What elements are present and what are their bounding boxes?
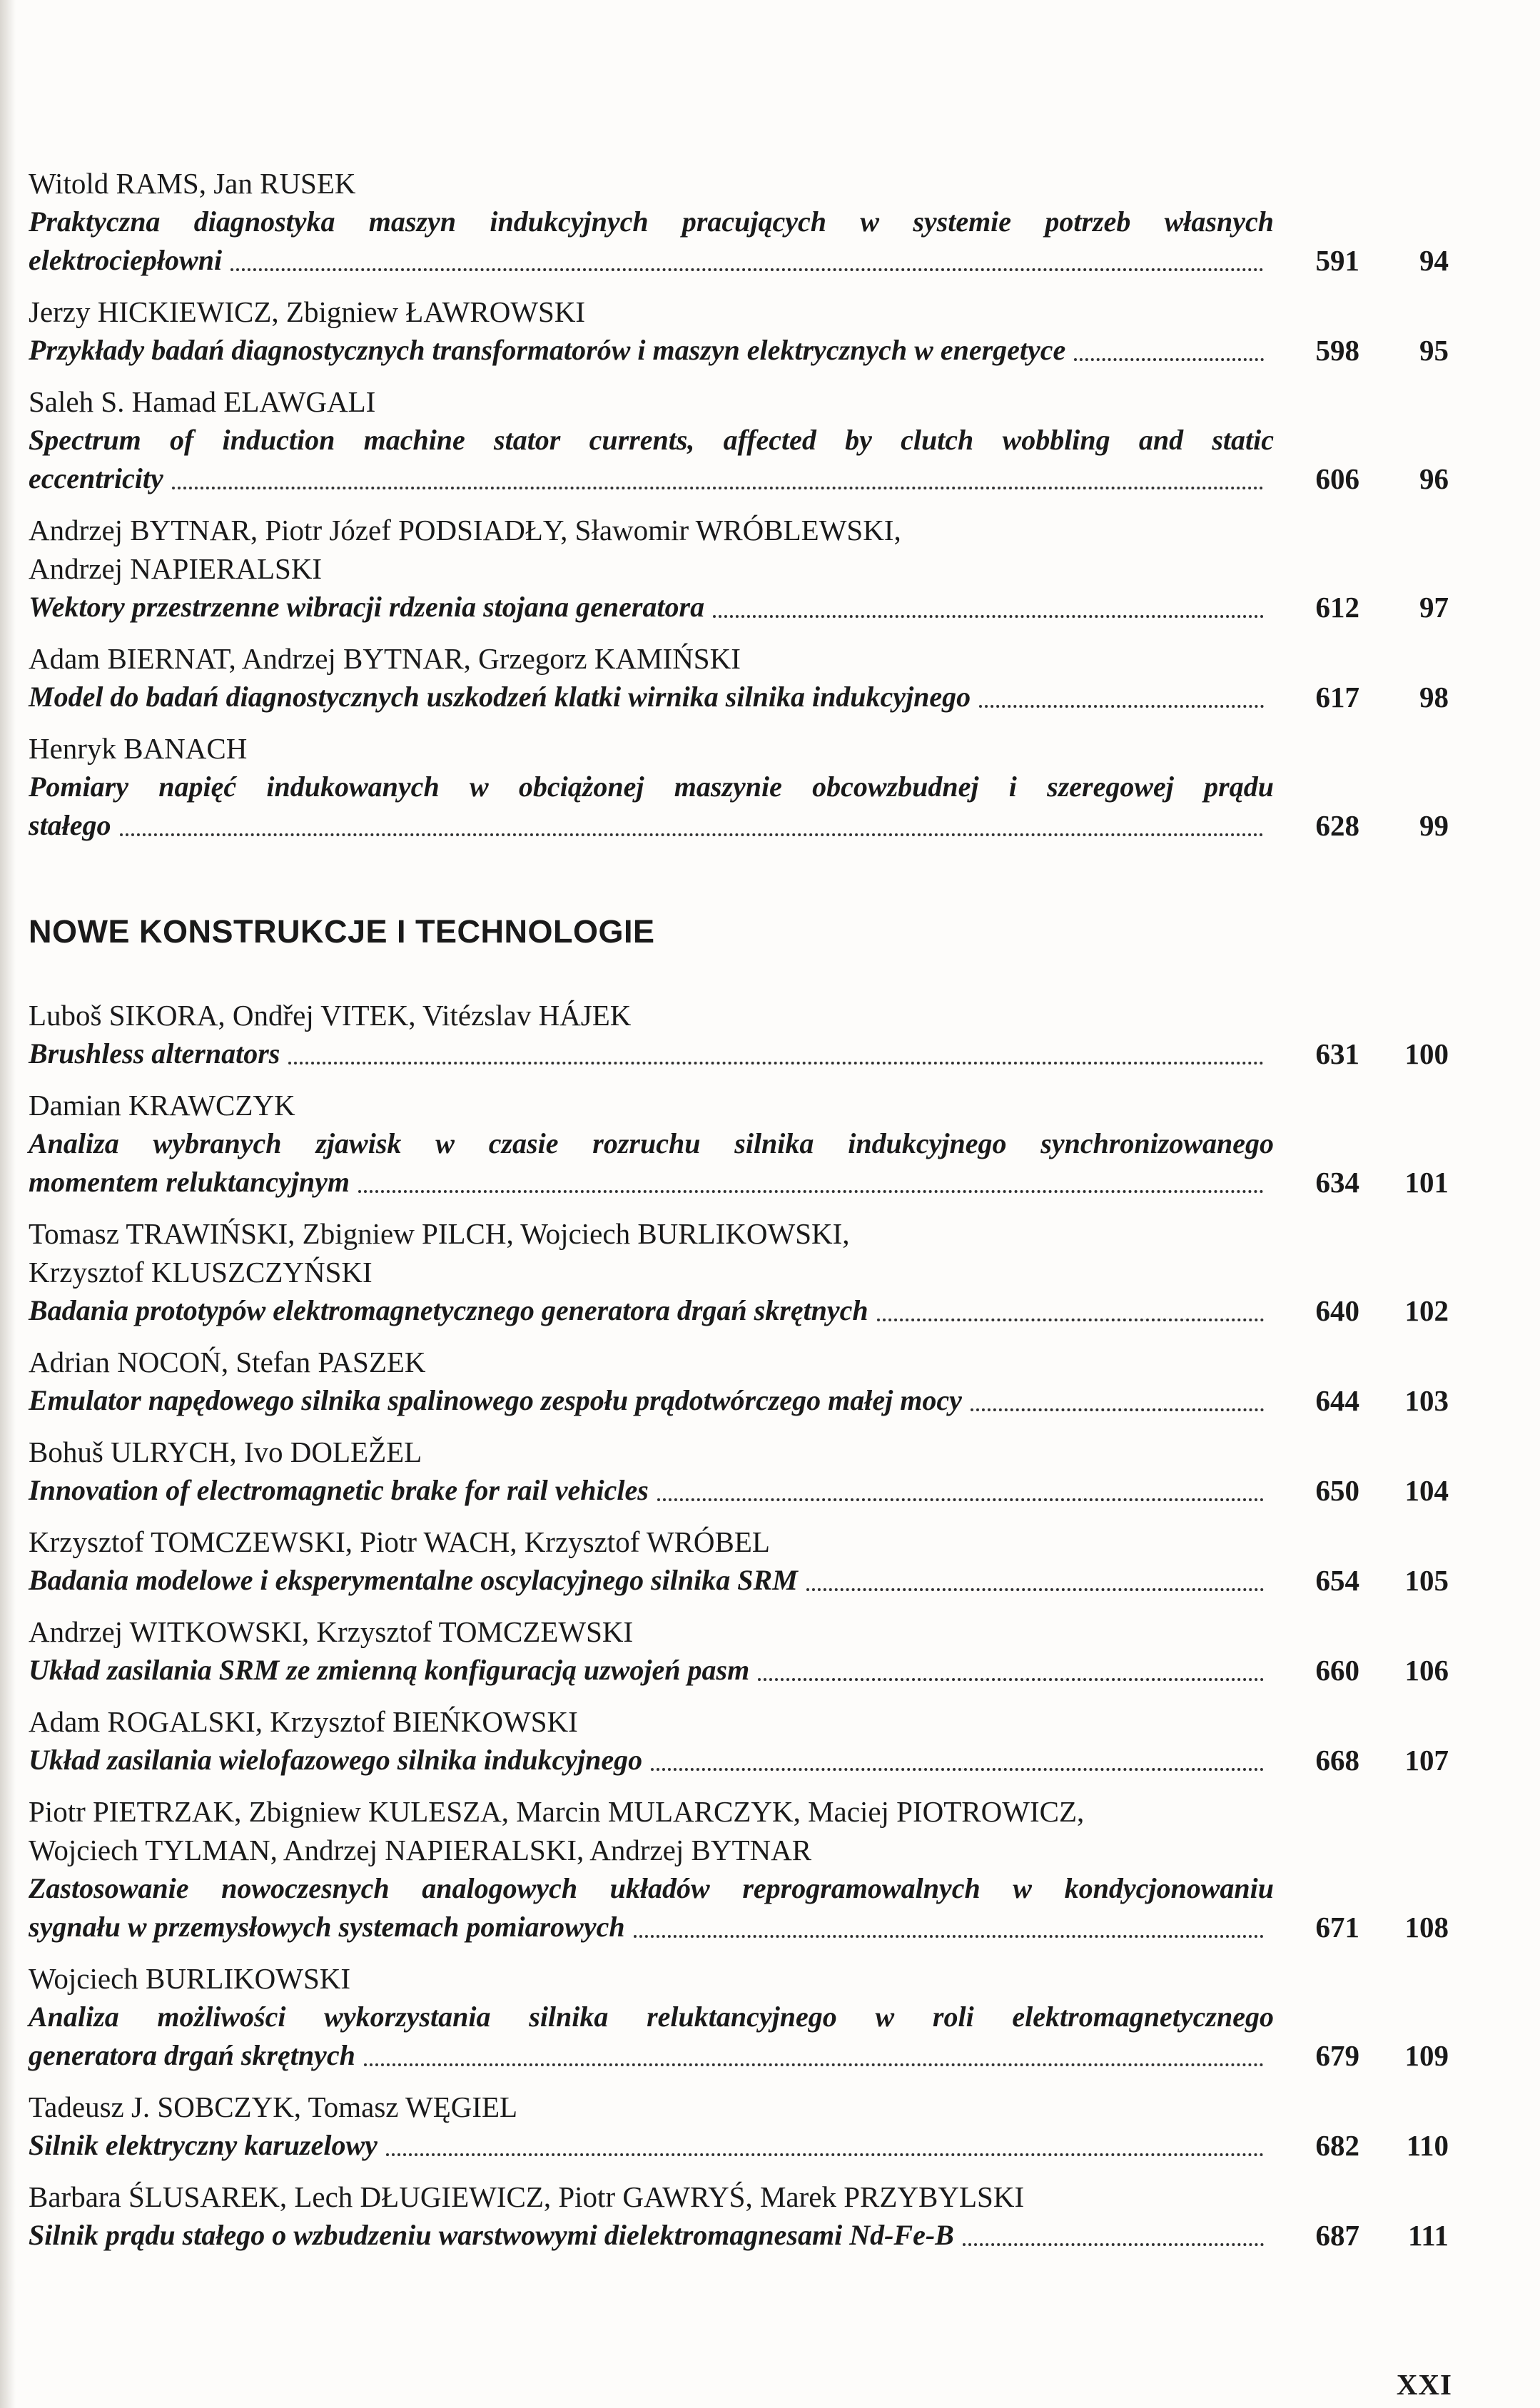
entry-title <box>29 1035 1274 1073</box>
toc-entry <box>29 1612 1449 1690</box>
toc-entry <box>29 1086 1449 1202</box>
entry-title-text: stałego <box>29 809 111 841</box>
item-number: 102 <box>1404 1294 1449 1327</box>
entry-authors: Witold RAMS, Jan RUSEK <box>29 167 356 200</box>
page-number: 612 <box>1315 591 1359 624</box>
dot-leader <box>963 2243 1264 2246</box>
entry-title-text: sygnału w przemysłowych systemach pomiarowych <box>29 1911 625 1943</box>
entry-title-last-line <box>29 241 1274 280</box>
entry-title-text: generatora drgań skrętnych <box>29 2039 355 2071</box>
item-number: 95 <box>1419 334 1449 367</box>
toc-entry <box>29 164 1449 280</box>
toc-entry <box>29 1959 1449 2075</box>
entry-title <box>29 2126 1274 2165</box>
dot-leader <box>358 1190 1264 1193</box>
toc-entry <box>29 1214 1449 1330</box>
item-number: 110 <box>1406 2129 1449 2162</box>
toc-entry <box>29 729 1449 845</box>
page-number: 606 <box>1315 462 1359 495</box>
page-number: 634 <box>1315 1166 1359 1199</box>
entry-title-last-line <box>29 1561 1274 1600</box>
dot-leader <box>364 2063 1264 2066</box>
entry-title-text: Brushless alternators <box>29 1037 280 1070</box>
entry-title <box>29 768 1274 845</box>
page-number: 668 <box>1315 1744 1359 1777</box>
entry-title <box>29 1651 1274 1690</box>
entry-title-row <box>29 203 1449 280</box>
entry-title-last-line <box>29 459 1274 498</box>
entry-title-text: Model do badań diagnostycznych uszkodzeń klatki wirnika silnika indukcyjnego <box>29 681 971 713</box>
entry-authors: Wojciech TYLMAN, Andrzej NAPIERALSKI, Andrzej BYTNAR <box>29 1834 812 1866</box>
entry-title-last-line <box>29 1651 1274 1690</box>
dot-leader <box>877 1319 1264 1321</box>
toc-entry <box>29 382 1449 498</box>
item-number: 94 <box>1419 244 1449 277</box>
entry-title-text: Innovation of electromagnetic brake for rail vehicles <box>29 1474 649 1506</box>
entry-title-text: Emulator napędowego silnika spalinowego zespołu prądotwórczego małej mocy <box>29 1384 962 1416</box>
entry-title-text: Wektory przestrzenne wibracji rdzenia stojana generatora <box>29 591 705 623</box>
dot-leader <box>806 1588 1264 1591</box>
entry-title-line: Spectrum of induction machine stator currents, affected by clutch wobbling and static <box>29 424 1274 456</box>
entry-title-row <box>29 421 1449 498</box>
entry-title-row <box>29 1291 1449 1330</box>
toc-entry <box>29 996 1449 1073</box>
entry-title <box>29 1291 1274 1330</box>
page-edge-shadow <box>0 0 16 2408</box>
entry-title-row <box>29 1124 1449 1202</box>
item-number: 107 <box>1404 1744 1449 1777</box>
entry-authors: Jerzy HICKIEWICZ, Zbigniew ŁAWROWSKI <box>29 295 586 328</box>
item-number: 105 <box>1404 1564 1449 1597</box>
entry-title-last-line <box>29 2126 1274 2165</box>
entry-title-line: Pomiary napięć indukowanych w obciążonej maszynie obcowzbudnej i szeregowej prądu <box>29 771 1274 803</box>
item-number: 98 <box>1419 681 1449 713</box>
item-number: 99 <box>1419 809 1449 842</box>
entry-title-text: Badania modelowe i eksperymentalne oscylacyjnego silnika SRM <box>29 1564 798 1596</box>
entry-title <box>29 421 1274 498</box>
entry-title <box>29 678 1274 716</box>
entry-authors: Krzysztof KLUSZCZYŃSKI <box>29 1256 373 1289</box>
entry-authors: Luboš SIKORA, Ondřej VITEK, Vitézslav HÁJEK <box>29 999 632 1032</box>
item-number: 97 <box>1419 591 1449 624</box>
entry-authors: Adam BIERNAT, Andrzej BYTNAR, Grzegorz KAMIŃSKI <box>29 642 741 675</box>
entry-title <box>29 1741 1274 1779</box>
entry-title <box>29 1998 1274 2075</box>
dot-leader <box>971 1408 1264 1411</box>
entry-title-row <box>29 1381 1449 1420</box>
entry-authors: Andrzej BYTNAR, Piotr Józef PODSIADŁY, Sławomir WRÓBLEWSKI, <box>29 514 901 547</box>
dot-leader <box>979 705 1264 708</box>
item-number: 108 <box>1404 1911 1449 1944</box>
entry-title-row <box>29 1471 1449 1510</box>
entry-authors: Wojciech BURLIKOWSKI <box>29 1962 351 1995</box>
toc-entry <box>29 2088 1449 2165</box>
entry-title-line: Analiza wybranych zjawisk w czasie rozruchu silnika indukcyjnego synchronizowanego <box>29 1127 1274 1159</box>
page-number: 644 <box>1315 1384 1359 1417</box>
toc-entry <box>29 1433 1449 1510</box>
entry-title-row <box>29 1561 1449 1600</box>
item-number: 103 <box>1404 1384 1449 1417</box>
dot-leader <box>713 615 1264 618</box>
entry-title-text: Silnik prądu stałego o wzbudzeniu warstwowymi dielektromagnesami Nd-Fe-B <box>29 2219 954 2251</box>
entry-title-text: eccentricity <box>29 462 163 494</box>
dot-leader <box>634 1935 1264 1938</box>
dot-leader <box>1074 358 1264 361</box>
dot-leader <box>657 1498 1264 1501</box>
page-number: 650 <box>1315 1474 1359 1507</box>
toc-entry <box>29 639 1449 716</box>
entry-authors: Krzysztof TOMCZEWSKI, Piotr WACH, Krzysztof WRÓBEL <box>29 1525 770 1558</box>
entry-title-row <box>29 1998 1449 2075</box>
entry-authors: Adam ROGALSKI, Krzysztof BIEŃKOWSKI <box>29 1705 578 1738</box>
entry-authors: Damian KRAWCZYK <box>29 1089 295 1122</box>
page-folio: XXI <box>1396 2368 1452 2401</box>
entry-title-last-line <box>29 806 1274 845</box>
entry-title-text: Silnik elektryczny karuzelowy <box>29 2129 378 2161</box>
page-number: 671 <box>1315 1911 1359 1944</box>
dot-leader <box>758 1678 1264 1681</box>
toc-entry <box>29 293 1449 370</box>
section-heading: NOWE KONSTRUKCJE I TECHNOLOGIE <box>29 913 655 950</box>
table-of-contents <box>29 164 1449 2267</box>
entry-title-row <box>29 1651 1449 1690</box>
entry-title <box>29 331 1274 370</box>
entry-title-row <box>29 331 1449 370</box>
page-number: 631 <box>1315 1037 1359 1070</box>
entry-title-last-line <box>29 1908 1274 1946</box>
entry-title <box>29 203 1274 280</box>
entry-title-row <box>29 768 1449 845</box>
page-number: 617 <box>1315 681 1359 713</box>
entry-title-last-line <box>29 2216 1274 2255</box>
entry-title <box>29 1381 1274 1420</box>
entry-title-line: Analiza możliwości wykorzystania silnika reluktancyjnego w roli elektromagnetycznego <box>29 2001 1274 2033</box>
page-number: 598 <box>1315 334 1359 367</box>
entry-title-row <box>29 2216 1449 2255</box>
entry-title-last-line <box>29 1163 1274 1202</box>
entry-authors: Saleh S. Hamad ELAWGALI <box>29 385 376 418</box>
page-number: 660 <box>1315 1654 1359 1687</box>
toc-entry <box>29 1343 1449 1420</box>
entry-title <box>29 1561 1274 1600</box>
toc-entry <box>29 1702 1449 1779</box>
page-number: 628 <box>1315 809 1359 842</box>
entry-authors: Andrzej WITKOWSKI, Krzysztof TOMCZEWSKI <box>29 1615 634 1648</box>
toc-entry <box>29 511 1449 626</box>
entry-title-last-line <box>29 1035 1274 1073</box>
item-number: 109 <box>1404 2039 1449 2072</box>
dot-leader <box>651 1768 1264 1771</box>
entry-title-row <box>29 1035 1449 1073</box>
page-number: 682 <box>1315 2129 1359 2162</box>
entry-title-last-line <box>29 1291 1274 1330</box>
entry-authors: Piotr PIETRZAK, Zbigniew KULESZA, Marcin MULARCZYK, Maciej PIOTROWICZ, <box>29 1795 1085 1828</box>
entry-title-line: Zastosowanie nowoczesnych analogowych układów reprogramowalnych w kondycjonowaniu <box>29 1872 1274 1904</box>
page-number: 654 <box>1315 1564 1359 1597</box>
toc-entry <box>29 2178 1449 2255</box>
page-number: 679 <box>1315 2039 1359 2072</box>
dot-leader <box>386 2153 1264 2156</box>
entry-authors: Henryk BANACH <box>29 732 248 765</box>
entry-authors: Tomasz TRAWIŃSKI, Zbigniew PILCH, Wojciech BURLIKOWSKI, <box>29 1217 850 1250</box>
entry-title-row <box>29 1869 1449 1946</box>
entry-title-text: elektrociepłowni <box>29 244 223 276</box>
entry-title-last-line <box>29 1741 1274 1779</box>
entry-title-text: Przykłady badań diagnostycznych transformatorów i maszyn elektrycznych w energetyce <box>29 334 1066 366</box>
item-number: 100 <box>1404 1037 1449 1070</box>
entry-authors: Tadeusz J. SOBCZYK, Tomasz WĘGIEL <box>29 2091 518 2123</box>
entry-title-last-line <box>29 1381 1274 1420</box>
entry-authors: Adrian NOCOŃ, Stefan PASZEK <box>29 1346 426 1378</box>
entry-title-row <box>29 588 1449 626</box>
entry-title-text: momentem reluktancyjnym <box>29 1166 350 1198</box>
entry-title-last-line <box>29 2036 1274 2075</box>
dot-leader <box>288 1062 1264 1065</box>
item-number: 106 <box>1404 1654 1449 1687</box>
toc-entry <box>29 1523 1449 1600</box>
entry-title-text: Układ zasilania wielofazowego silnika indukcyjnego <box>29 1744 643 1776</box>
entry-title-text: Układ zasilania SRM ze zmienną konfiguracją uzwojeń pasm <box>29 1654 750 1686</box>
entry-title-line: Praktyczna diagnostyka maszyn indukcyjnych pracujących w systemie potrzeb własnych <box>29 205 1274 238</box>
entry-title <box>29 2216 1274 2255</box>
dot-leader <box>231 268 1264 271</box>
toc-entry <box>29 1792 1449 1946</box>
entry-authors: Andrzej NAPIERALSKI <box>29 552 323 585</box>
entry-authors: Bohuš ULRYCH, Ivo DOLEŽEL <box>29 1436 422 1468</box>
entry-title <box>29 588 1274 626</box>
entry-title <box>29 1124 1274 1202</box>
entry-authors: Barbara ŚLUSAREK, Lech DŁUGIEWICZ, Piotr GAWRYŚ, Marek PRZYBYLSKI <box>29 2180 1025 2213</box>
entry-title-row <box>29 678 1449 716</box>
entry-title-last-line <box>29 588 1274 626</box>
item-number: 101 <box>1404 1166 1449 1199</box>
entry-title-row <box>29 1741 1449 1779</box>
entry-title-last-line <box>29 331 1274 370</box>
item-number: 104 <box>1404 1474 1449 1507</box>
entries-section-list <box>29 996 1449 2255</box>
entry-title-last-line <box>29 1471 1274 1510</box>
entry-title-row <box>29 2126 1449 2165</box>
entry-title <box>29 1471 1274 1510</box>
entries-top-list <box>29 164 1449 845</box>
page-number: 640 <box>1315 1294 1359 1327</box>
item-number: 96 <box>1419 462 1449 495</box>
page-number: 591 <box>1315 244 1359 277</box>
page-number: 687 <box>1315 2219 1359 2252</box>
entry-title-text: Badania prototypów elektromagnetycznego generatora drgań skrętnych <box>29 1294 868 1326</box>
entry-title-last-line <box>29 678 1274 716</box>
item-number: 111 <box>1408 2219 1449 2252</box>
entry-title <box>29 1869 1274 1946</box>
dot-leader <box>172 487 1264 489</box>
dot-leader <box>120 833 1264 836</box>
